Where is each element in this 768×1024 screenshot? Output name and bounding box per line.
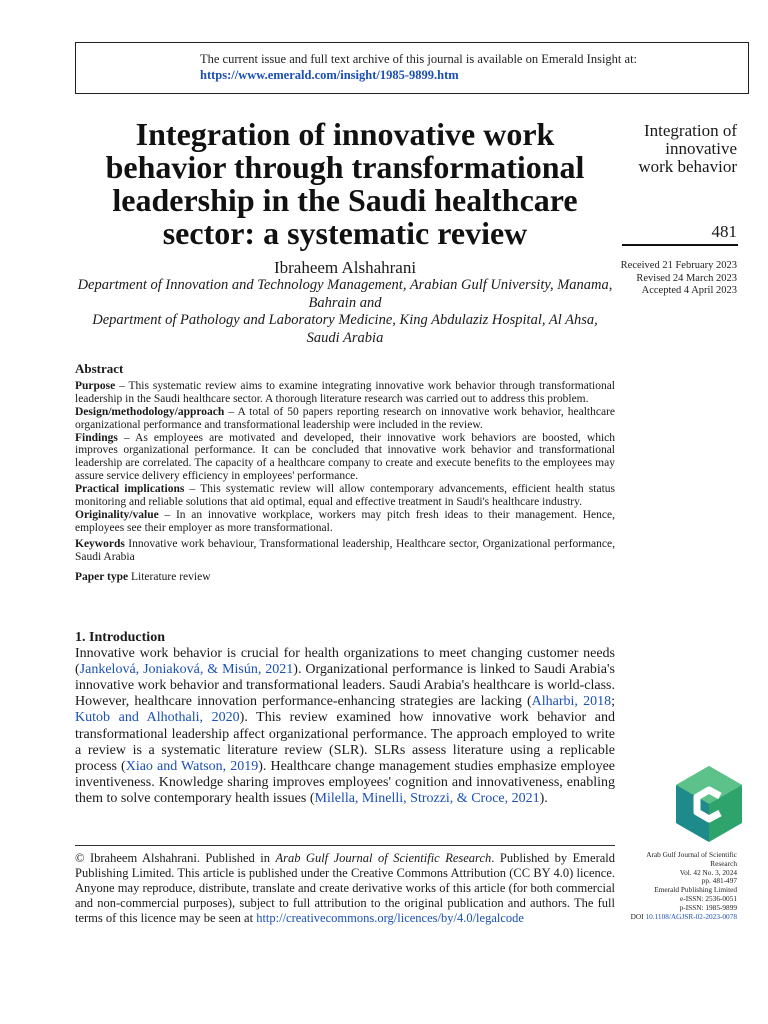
design-text: – A total of 50 papers reporting research on innovative work behavior, healthcare organizational performance and transformational leadership were included in the review. xyxy=(75,405,615,431)
page-number-rule xyxy=(622,244,738,246)
doi-label: DOI xyxy=(630,911,646,921)
keywords-text: Innovative work behaviour, Transformational leadership, Healthcare sector, Organizational performance, Saudi Arabia xyxy=(75,537,615,563)
introduction-heading: 1. Introduction xyxy=(75,630,165,645)
intro-text: ; xyxy=(611,694,615,710)
originality-text: – In an innovative workplace, workers may pitch fresh ideas to their management. Hence, employees see their employer as more transformational. xyxy=(75,508,615,534)
running-title-line: Integration of xyxy=(644,121,737,140)
citation-link[interactable]: Alharbi, 2018 xyxy=(531,694,612,710)
doi-link[interactable]: 10.1108/AGJSR-02-2023-0078 xyxy=(645,911,737,921)
findings-label: Findings xyxy=(75,431,118,444)
publication-info xyxy=(612,851,737,921)
article-dates xyxy=(600,260,737,298)
paper-type-text: Literature review xyxy=(128,570,211,583)
purpose-label: Purpose xyxy=(75,379,116,392)
intro-text: ). Organizational performance is linked to Saudi Arabia's innovative work behavior and transformational leaders. Saudi Arabia's healthcare is world-class. However, healthcare innovation performance-enhancing strategies are lacking ( xyxy=(75,662,615,710)
citation-link[interactable]: Kutob and Alhothali, 2020 xyxy=(75,710,240,726)
author-name: Ibraheem Alshahrani xyxy=(273,258,417,277)
pubinfo-line: Emerald Publishing Limited xyxy=(654,885,737,895)
accepted-date: Accepted 4 April 2023 xyxy=(641,285,737,296)
author-affiliations xyxy=(75,277,615,347)
footnote-rule xyxy=(75,845,615,846)
doi-line xyxy=(612,913,737,922)
revised-date: Revised 24 March 2023 xyxy=(636,272,737,284)
intro-text: ). xyxy=(539,790,548,806)
intro-text: ). Healthcare change management studies emphasize employee inventiveness. Knowledge sharing improves employees' cognition and innovativeness, enabling them to solve contemporary health issues ( xyxy=(75,758,615,806)
paper-type-label: Paper type xyxy=(75,570,129,583)
pubinfo-line: Research xyxy=(710,858,737,868)
footnote-text: © Ibraheem Alshahrani. Published in xyxy=(75,851,276,865)
affiliation-1: Department of Innovation and Technology Management, Arabian Gulf University, Manama, Bahrain and xyxy=(77,277,613,311)
journal-name: Arab Gulf Journal of Scientific Research xyxy=(275,851,492,865)
citation-link[interactable]: Xiao and Watson, 2019 xyxy=(125,758,259,774)
abstract-originality xyxy=(75,509,615,535)
archive-notice-box xyxy=(75,42,749,94)
page-number: 481 xyxy=(711,222,737,241)
licence-link[interactable]: http://creativecommons.org/licences/by/4.0/legalcode xyxy=(256,911,524,925)
archive-notice-text: The current issue and full text archive of this journal is available on Emerald Insight at: xyxy=(200,52,638,66)
archive-notice-url[interactable]: https://www.emerald.com/insight/1985-9899.htm xyxy=(200,68,459,82)
article-title: Integration of innovative work behavior through transformational leadership in the Saudi healthcare sector: a systematic review xyxy=(105,116,585,251)
abstract-keywords xyxy=(75,538,615,564)
received-date: Received 21 February 2023 xyxy=(620,260,737,271)
pubinfo-line: Vol. 42 No. 3, 2024 xyxy=(679,867,737,877)
crossmark-logo-icon[interactable] xyxy=(676,766,742,842)
abstract-heading: Abstract xyxy=(75,361,124,376)
running-title-line: innovative xyxy=(665,139,737,158)
running-title xyxy=(622,122,737,176)
pubinfo-line: Arab Gulf Journal of Scientific xyxy=(646,850,737,859)
abstract-findings xyxy=(75,432,615,484)
introduction-paragraph xyxy=(75,646,615,807)
running-title-line: work behavior xyxy=(638,157,737,176)
abstract-design xyxy=(75,406,615,432)
abstract-practical xyxy=(75,483,615,509)
citation-link[interactable]: Milella, Minelli, Strozzi, & Croce, 2021 xyxy=(314,790,540,806)
practical-text: – This systematic review will allow contemporary advancements, efficient health status monitoring and reliable solutions that aid optimal, equal and effective treatment in Saudi's healthcare industry. xyxy=(75,483,616,509)
abstract-purpose xyxy=(75,380,615,406)
citation-link[interactable]: Jankelová, Joniaková, & Misún, 2021 xyxy=(79,662,294,678)
originality-label: Originality/value xyxy=(75,508,159,521)
introduction-section xyxy=(75,630,615,807)
affiliation-2: Department of Pathology and Laboratory Medicine, King Abdulaziz Hospital, Al Ahsa, Saudi Arabia xyxy=(92,312,598,346)
copyright-footnote xyxy=(75,851,615,926)
keywords-label: Keywords xyxy=(75,537,125,550)
intro-text: Innovative work behavior is crucial for health organizations to meet changing customer needs ( xyxy=(75,646,615,678)
pubinfo-line: pp. 481-497 xyxy=(701,876,737,886)
findings-text: – As employees are motivated and developed, their innovative work behaviors are boosted, which improves organizational performance. It can be concluded that innovative work behavior and transformational leadership are correlated. The capacity of a healthcare company to create and execute benefits to the employees may assure service delivery efficiency in employees' performance. xyxy=(75,431,615,483)
practical-label: Practical implications xyxy=(75,483,185,496)
intro-text: ). This review examined how innovative work behavior and transformational leadership affect organizational performance. The approach employed to write a review is a systematic literature review (SLR). SLRs assess literature using a replicable process ( xyxy=(75,710,616,774)
abstract-section xyxy=(75,363,615,584)
abstract-paper-type xyxy=(75,571,615,584)
pubinfo-line: p-ISSN: 1985-9899 xyxy=(679,902,737,912)
pubinfo-line: e-ISSN: 2536-0051 xyxy=(680,893,737,903)
footnote-text: . Published by Emerald Publishing Limited. This article is published under the Creative Commons Attribution (CC BY 4.0) licence. Anyone may reproduce, distribute, translate and create derivative works of this article (for both commercial and non-commercial purposes), subject to full attribution to the original publication and authors. The full terms of this licence may be seen at xyxy=(75,851,615,925)
purpose-text: – This systematic review aims to examine integrating innovative work behavior through transformational leadership in the Saudi healthcare sector. A thorough literature research was carried out to address this problem. xyxy=(75,379,615,405)
design-label: Design/methodology/approach xyxy=(75,405,225,418)
